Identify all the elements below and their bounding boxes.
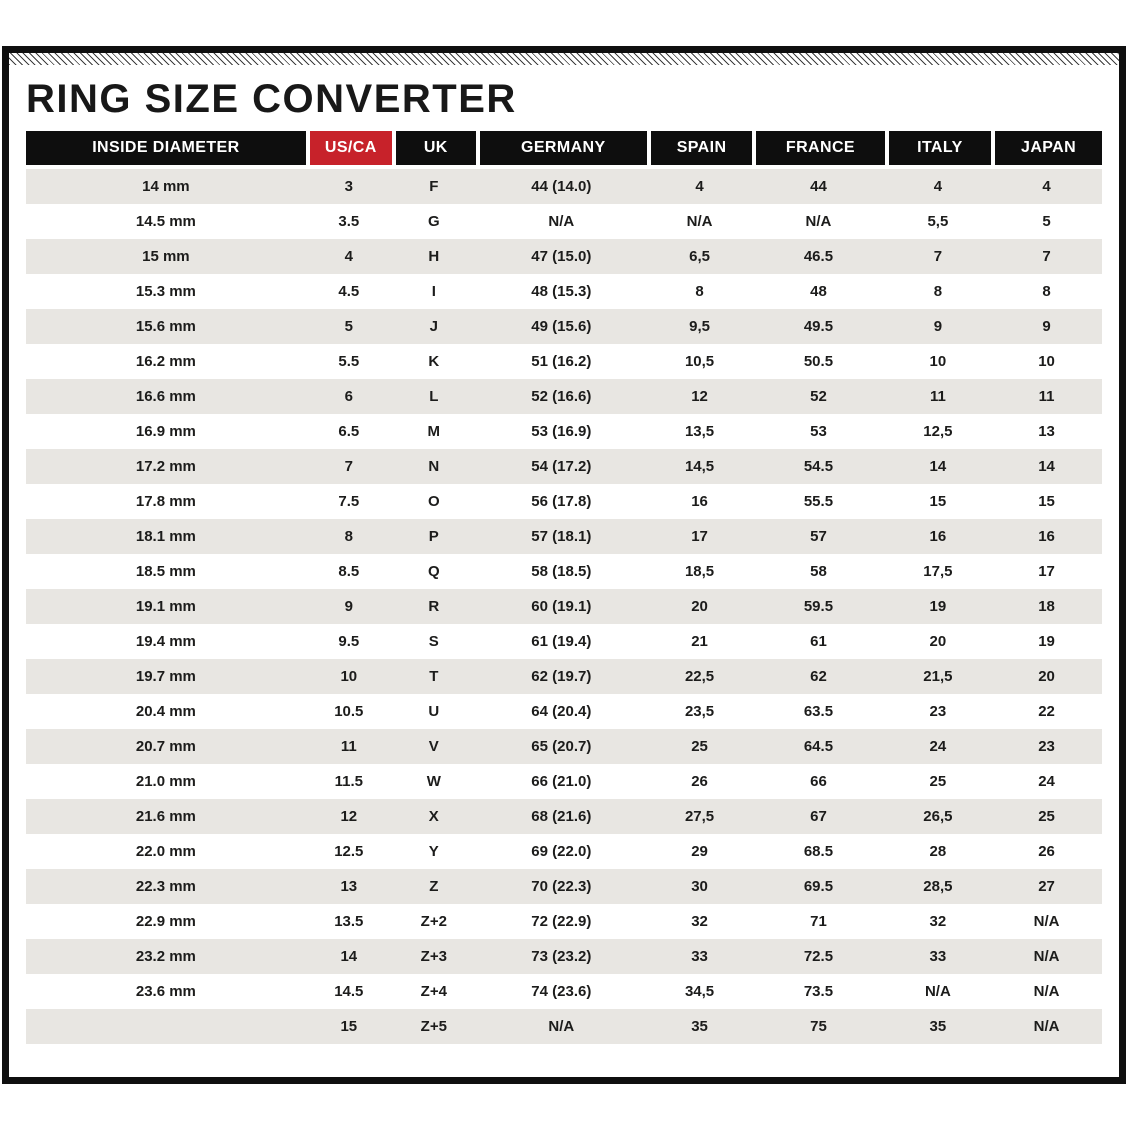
table-row [26,239,1102,274]
table-cell: 23 [991,729,1102,764]
table-cell: 57 [752,519,884,554]
table-row [26,414,1102,449]
table-cell: 8.5 [338,563,360,580]
table-cell: N/A [548,213,575,230]
table-cell: 23,5 [684,703,715,720]
table-cell: 7 [991,239,1102,274]
table-cell: 68.5 [803,843,834,860]
table-cell: 28 [929,843,947,860]
table-cell: 64.5 [752,729,884,764]
table-cell: 17 [1038,563,1055,580]
table-cell: 44 (14.0) [476,165,647,204]
table-cell: U [428,703,440,720]
table-cell: 69 (22.0) [531,843,592,860]
table-cell: R [392,589,476,624]
table-cell: 61 [810,633,827,650]
table-cell: K [428,353,440,370]
page-title: RING SIZE CONVERTER [26,77,517,121]
table-cell: 25 [647,729,752,764]
table-cell: 24 [885,729,992,764]
table-cell: 10,5 [684,353,715,370]
table-cell: 27 [991,869,1102,904]
table-cell: 62 (19.7) [476,659,647,694]
table-cell: 57 (18.1) [476,519,647,554]
table-cell: 73.5 [803,983,834,1000]
table-cell: W [426,773,441,790]
column-header-us-ca: US/CA [306,131,392,165]
table-cell: 72 (22.9) [531,913,592,930]
table-cell: 16.9 mm [135,423,196,440]
table-cell: 50.5 [803,353,834,370]
table-cell: 10 [306,659,392,694]
table-cell: 23.6 mm [135,983,196,1000]
table-cell: 49.5 [752,309,884,344]
table-cell: H [392,239,476,274]
table-cell: 21 [691,633,708,650]
table-row [26,1009,1102,1044]
table-cell: N/A [476,1009,647,1044]
table-cell: 8 [695,283,704,300]
table-cell: 65 (20.7) [476,729,647,764]
table-cell: 17,5 [923,563,953,580]
table-cell: 20.4 mm [135,703,196,720]
table-cell: 49 (15.6) [476,309,647,344]
table-cell: 29 [691,843,708,860]
table-cell: 58 [810,563,827,580]
table-cell: 48 (15.3) [531,283,592,300]
table-head [26,131,1102,165]
table-cell: 8 [306,519,392,554]
table-cell: X [392,799,476,834]
table-row [26,799,1102,834]
table-cell: 12,5 [923,423,953,440]
table-cell: 7 [306,449,392,484]
table-cell: 11 [885,379,992,414]
table-cell: 11.5 [334,773,363,790]
table-cell: 35 [647,1009,752,1044]
table-cell: Z [392,869,476,904]
table-cell: 3.5 [338,213,360,230]
table-cell: 18.5 mm [135,563,196,580]
table-cell: 68 (21.6) [476,799,647,834]
table-cell: 20 [991,659,1102,694]
table-cell: 7.5 [338,493,360,510]
table-cell: 18 [991,589,1102,624]
table-cell: G [427,213,440,230]
table-row [26,694,1102,729]
table-cell: 12 [306,799,392,834]
table-row [26,869,1102,904]
table-body [26,165,1102,1044]
table-cell: 14 [885,449,992,484]
header-row [26,131,1102,165]
table-cell: 9 [991,309,1102,344]
table-cell: 17 [647,519,752,554]
table-cell: N/A [991,1009,1102,1044]
table-cell: 10 [929,353,947,370]
table-cell: 24 [1038,773,1055,790]
table-row [26,974,1102,1009]
column-header-inside-diameter: INSIDE DIAMETER [26,131,306,165]
table-row [26,659,1102,694]
column-header-uk: UK [392,131,476,165]
table-row [26,624,1102,659]
table-cell: 19 [1038,633,1055,650]
table-cell: 9 [306,589,392,624]
table-cell: 59.5 [752,589,884,624]
table-cell: 32 [929,913,947,930]
table-cell: 15 mm [26,239,306,274]
table-cell: 25 [929,773,947,790]
table-cell: 16 [885,519,992,554]
table-cell: 66 [810,773,827,790]
table-cell: F [392,165,476,204]
table-cell: 33 [647,939,752,974]
table-cell: 8 [1042,283,1051,300]
table-cell: 56 (17.8) [531,493,592,510]
table-cell: 26 [691,773,708,790]
table-cell: 23 [929,703,947,720]
table-row [26,449,1102,484]
table-cell: 18,5 [684,563,715,580]
table-cell: 54.5 [752,449,884,484]
ring-size-table [26,131,1102,1044]
table-cell: 13 [1038,423,1055,440]
table-cell: 74 (23.6) [531,983,592,1000]
table-cell: 5,5 [927,213,949,230]
table-cell: 14.5 mm [135,213,196,230]
table-cell: 71 [810,913,827,930]
table-cell: 13,5 [684,423,715,440]
table-cell: 15 [306,1009,392,1044]
table-cell: 54 (17.2) [476,449,647,484]
table-cell: 14 [991,449,1102,484]
table-cell: Z+5 [392,1009,476,1044]
table-cell: 15.3 mm [135,283,196,300]
table-cell: 32 [691,913,708,930]
table-cell: 51 (16.2) [531,353,592,370]
table-cell: 21,5 [885,659,992,694]
table-row [26,379,1102,414]
table-cell: 60 (19.1) [476,589,647,624]
table-cell: 67 [752,799,884,834]
table-row [26,834,1102,869]
table-row [26,554,1102,589]
table-cell: 23.2 mm [26,939,306,974]
table-cell: 7 [885,239,992,274]
table-cell: N/A [1033,983,1060,1000]
table-cell: 12 [647,379,752,414]
table-cell: 6.5 [338,423,360,440]
table-cell: 9,5 [647,309,752,344]
table-cell: 14 mm [26,165,306,204]
table-cell: 22,5 [647,659,752,694]
table-cell: 27,5 [647,799,752,834]
table-cell: Q [427,563,440,580]
table-row [26,344,1102,379]
table-cell: 53 [810,423,827,440]
table-cell: 35 [885,1009,992,1044]
table-cell: 72.5 [752,939,884,974]
table-cell: 26 [1038,843,1055,860]
table-cell: 14 [306,939,392,974]
table-cell: 19.4 mm [135,633,196,650]
table-cell: 9 [885,309,992,344]
hatch-stripe-decoration [9,53,1119,65]
table-cell: 16.6 mm [26,379,306,414]
table-cell: 55.5 [803,493,834,510]
table-cell: N/A [991,939,1102,974]
table-cell: 4 [306,239,392,274]
column-header-france: FRANCE [752,131,884,165]
table-cell: 11 [306,729,392,764]
table-cell: 63.5 [803,703,834,720]
table-cell: 73 (23.2) [476,939,647,974]
table-cell: 13.5 [334,913,364,930]
table-cell: Z+2 [420,913,447,930]
table-cell: 4 [885,165,992,204]
table-cell: 15 [929,493,947,510]
table-cell: V [392,729,476,764]
table-cell: 14,5 [647,449,752,484]
table-cell: 22 [1038,703,1055,720]
table-cell: L [392,379,476,414]
table-cell: 15 [1038,493,1055,510]
table-row [26,589,1102,624]
table-cell: Y [428,843,439,860]
table-cell: 46.5 [752,239,884,274]
table-cell: N/A [805,213,832,230]
table-cell: O [427,493,440,510]
table-cell: 17.2 mm [26,449,306,484]
table-cell: 20 [647,589,752,624]
table-cell: 16.2 mm [135,353,196,370]
table-cell: 10.5 [334,703,364,720]
table-cell: 5 [1042,213,1051,230]
table-cell: 64 (20.4) [531,703,592,720]
table-cell: 18.1 mm [26,519,306,554]
table-cell: 22.3 mm [26,869,306,904]
table-cell: 4 [991,165,1102,204]
table-cell: 4.5 [338,283,360,300]
table-cell: 47 (15.0) [476,239,647,274]
table-cell: 28,5 [885,869,992,904]
table-cell: 70 (22.3) [476,869,647,904]
table-cell: P [392,519,476,554]
table-row [26,274,1102,309]
table-cell: Z+3 [392,939,476,974]
table-cell [26,1009,306,1044]
table-cell: 52 [752,379,884,414]
table-row [26,204,1102,239]
table-cell: 61 (19.4) [531,633,592,650]
table-cell: 13 [306,869,392,904]
table-cell: 16 [691,493,708,510]
table-cell: 16 [991,519,1102,554]
table-cell: 11 [991,379,1102,414]
table-cell: 75 [752,1009,884,1044]
table-cell: 62 [752,659,884,694]
table-cell: 34,5 [684,983,715,1000]
table-cell: 12.5 [334,843,364,860]
table-row [26,939,1102,974]
table-cell: 30 [647,869,752,904]
table-cell: 6 [306,379,392,414]
table-cell: 22.0 mm [135,843,196,860]
table-cell: 58 (18.5) [531,563,592,580]
table-cell: 52 (16.6) [476,379,647,414]
table-cell: 19.7 mm [26,659,306,694]
column-header-japan: JAPAN [991,131,1102,165]
table-cell: 69.5 [752,869,884,904]
table-cell: N/A [1033,913,1060,930]
table-cell: 6,5 [647,239,752,274]
table-cell: 8 [933,283,943,300]
table-cell: 22.9 mm [135,913,196,930]
chart-frame [2,46,1126,1084]
table-cell: T [392,659,476,694]
table-cell: 15.6 mm [26,309,306,344]
table-cell: 5.5 [338,353,360,370]
table-row [26,764,1102,799]
table-cell: 66 (21.0) [531,773,592,790]
table-row [26,904,1102,939]
table-cell: 48 [810,283,827,300]
table-cell: 26,5 [885,799,992,834]
table-cell: N [392,449,476,484]
table-cell: 10 [1038,353,1055,370]
table-cell: 33 [885,939,992,974]
table-cell: 19 [885,589,992,624]
column-header-germany: GERMANY [476,131,647,165]
table-row [26,729,1102,764]
table-cell: N/A [686,213,713,230]
table-cell: 25 [991,799,1102,834]
table-cell: 14.5 [334,983,364,1000]
table-cell: M [427,423,441,440]
table-cell: 9.5 [338,633,360,650]
table-cell: 21.0 mm [135,773,196,790]
table-cell: 17.8 mm [135,493,196,510]
table-cell: 20.7 mm [26,729,306,764]
table-row [26,165,1102,204]
table-cell: N/A [924,983,951,1000]
table-cell: 3 [306,165,392,204]
table-cell: J [392,309,476,344]
table-cell: Z+4 [420,983,447,1000]
table-cell: 44 [752,165,884,204]
table-cell: 21.6 mm [26,799,306,834]
table-row [26,309,1102,344]
column-header-spain: SPAIN [647,131,752,165]
table-row [26,484,1102,519]
table-cell: 19.1 mm [26,589,306,624]
table-cell: 5 [306,309,392,344]
table-cell: S [428,633,439,650]
table-cell: I [431,283,436,300]
table-cell: 4 [647,165,752,204]
column-header-italy: ITALY [885,131,992,165]
table-row [26,519,1102,554]
table-cell: 53 (16.9) [531,423,592,440]
table-cell: 20 [929,633,947,650]
